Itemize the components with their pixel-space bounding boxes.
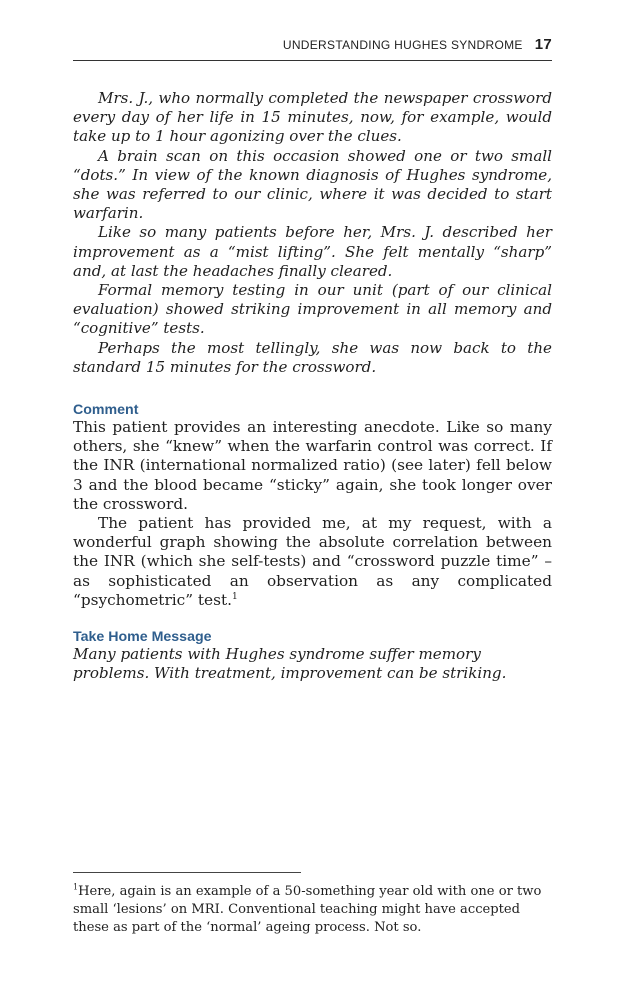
page-number: 17 — [534, 36, 552, 53]
running-title: UNDERSTANDING HUGHES SYNDROME — [282, 38, 523, 52]
comment-body — [73, 418, 552, 610]
running-header — [73, 36, 552, 56]
footnote-marker: 1 — [73, 882, 79, 892]
case-narrative — [73, 89, 552, 377]
take-home-text: Many patients with Hughes syndrome suffer memory problems. With treatment, improvement can be striking. — [73, 645, 507, 683]
comment-heading: Comment — [73, 402, 139, 419]
take-home-heading: Take Home Message — [73, 629, 212, 646]
header-rule — [73, 60, 552, 61]
book-page — [73, 36, 552, 966]
comment-paragraph — [73, 514, 552, 610]
comment-paragraph: This patient provides an interesting anecdote. Like so many others, she “knew” when the warfarin control was correct. If the INR (international normalized ratio) (see later) fell below 3 and the blood became “sticky” again, she took longer over the crossword. — [73, 418, 552, 513]
comment-paragraph-text: The patient has provided me, at my request, with a wonderful graph showing the absolute correlation between the INR (which she self-tests) and “crossword puzzle time” – as sophisticated an observation as any complicated “psychometric” test. — [73, 514, 552, 609]
case-paragraph: Like so many patients before her, Mrs. J. described her improvement as a “mist lifting”. She felt mentally “sharp” and, at last the headaches finally cleared. — [73, 223, 552, 280]
footnote-text: Here, again is an example of a 50-something year old with one or two small ‘lesions’ on MRI. Conventional teaching might have accepted these as part of the ‘normal’ ageing process. Not so. — [73, 884, 542, 935]
footnote-rule — [73, 872, 301, 873]
footnote-reference[interactable]: 1 — [231, 591, 238, 602]
case-paragraph: Perhaps the most tellingly, she was now back to the standard 15 minutes for the crossword. — [73, 338, 552, 376]
case-paragraph: A brain scan on this occasion showed one or two small “dots.” In view of the known diagnosis of Hughes syndrome, she was referred to our clinic, where it was decided to start warfarin. — [73, 146, 552, 223]
footnote — [73, 883, 552, 937]
case-paragraph: Formal memory testing in our unit (part of our clinical evaluation) showed striking improvement in all memory and “cognitive” tests. — [73, 281, 552, 338]
case-paragraph: Mrs. J., who normally completed the newspaper crossword every day of her life in 15 minutes, now, for example, would take up to 1 hour agonizing over the clues. — [73, 89, 552, 146]
